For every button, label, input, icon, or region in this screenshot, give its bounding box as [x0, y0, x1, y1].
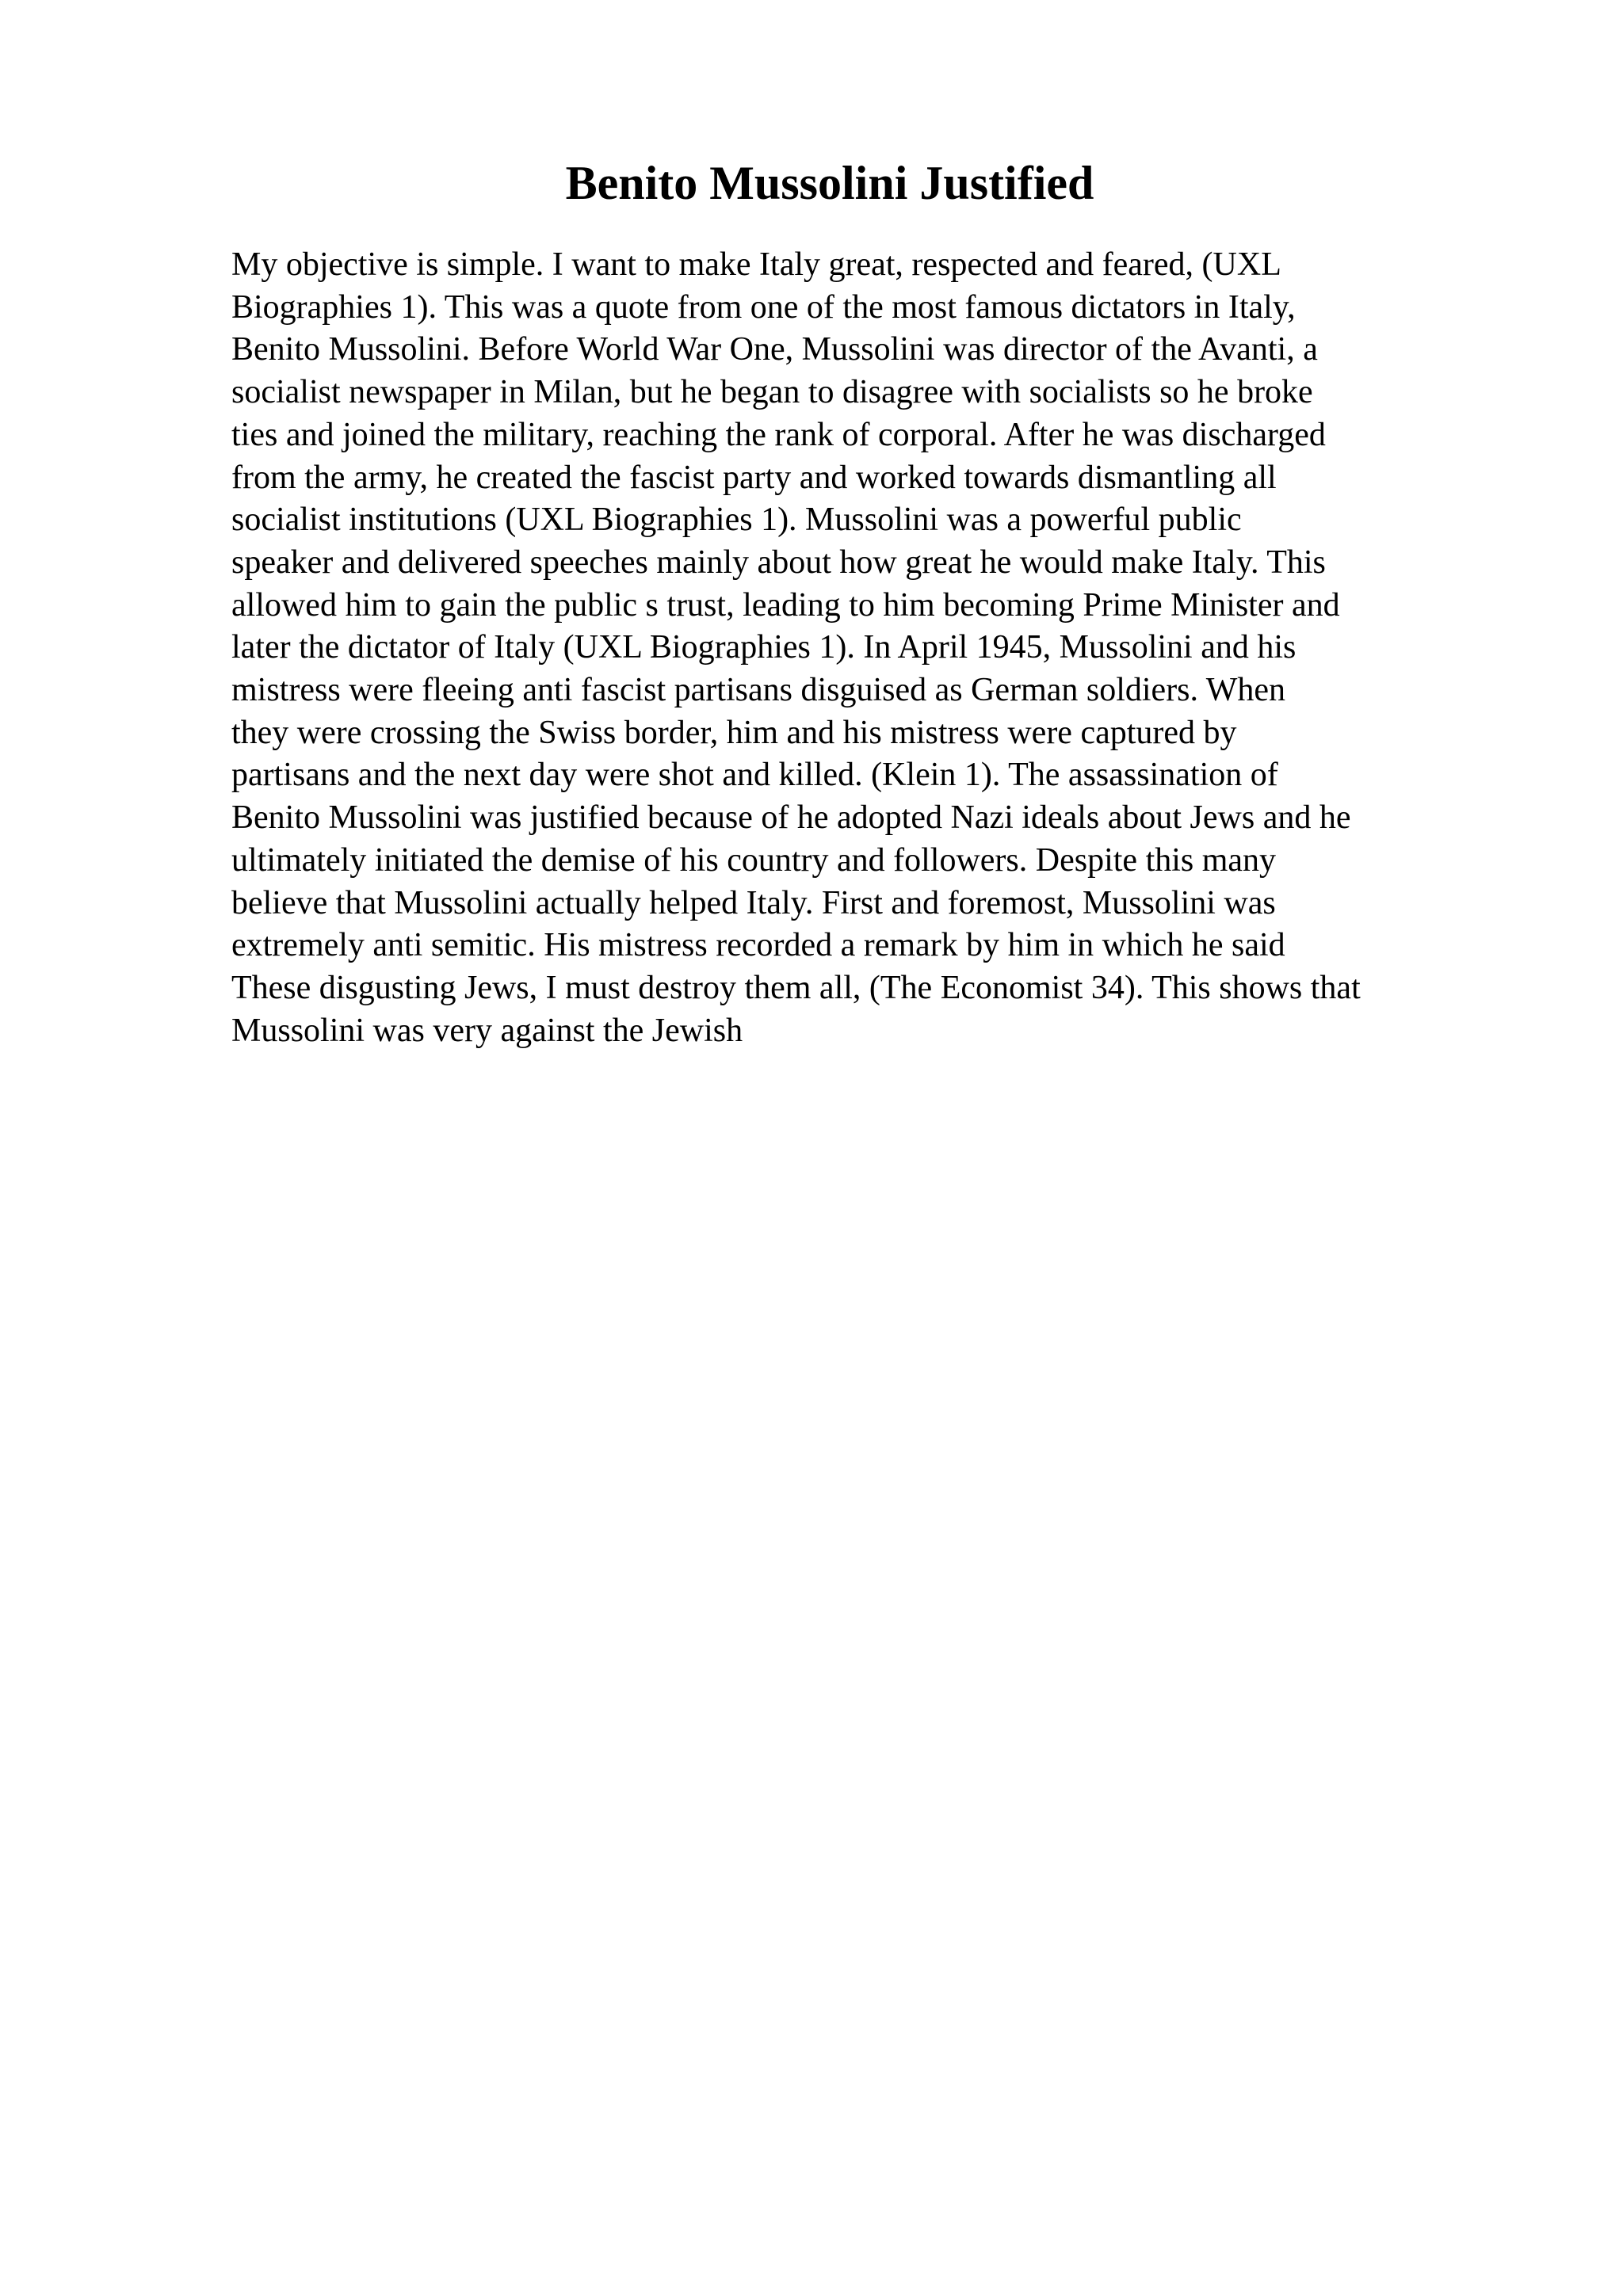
body-paragraph: [231, 244, 1499, 1052]
paragraph-line: from the army, he created the fascist party and worked towards dismantling all: [231, 459, 1277, 496]
paragraph-line: Benito Mussolini was justified because of he adopted Nazi ideals about Jews and he: [231, 799, 1351, 837]
paragraph-line: extremely anti semitic. His mistress recorded a remark by him in which he said: [231, 927, 1285, 964]
page-title: Benito Mussolini Justified: [565, 157, 1094, 209]
paragraph-line: ties and joined the military, reaching the rank of corporal. After he was discharged: [231, 416, 1326, 453]
paragraph-line: Mussolini was very against the Jewish: [231, 1012, 743, 1049]
paragraph-line: they were crossing the Swiss border, him and his mistress were captured by: [231, 714, 1237, 751]
paragraph-line: allowed him to gain the public s trust, leading to him becoming Prime Minister and: [231, 586, 1340, 624]
paragraph-line: later the dictator of Italy (UXL Biographies 1). In April 1945, Mussolini and his: [231, 629, 1296, 666]
paragraph-line: believe that Mussolini actually helped Italy. First and foremost, Mussolini was: [231, 884, 1276, 921]
paragraph-line: Biographies 1). This was a quote from one of the most famous dictators in Italy,: [231, 288, 1296, 326]
paragraph-line: My objective is simple. I want to make Italy great, respected and feared, (UXL: [231, 246, 1281, 283]
paragraph-line: socialist institutions (UXL Biographies 1). Mussolini was a powerful public: [231, 502, 1242, 539]
paragraph-line: socialist newspaper in Milan, but he began to disagree with socialists so he broke: [231, 374, 1313, 411]
paragraph-line: These disgusting Jews, I must destroy them all, (The Economist 34). This shows that: [231, 969, 1361, 1006]
paragraph-line: speaker and delivered speeches mainly about how great he would make Italy. This: [231, 543, 1326, 581]
paragraph-line: Benito Mussolini. Before World War One, Mussolini was director of the Avanti, a: [231, 331, 1318, 368]
paragraph-line: partisans and the next day were shot and killed. (Klein 1). The assassination of: [231, 757, 1278, 794]
paragraph-line: ultimately initiated the demise of his country and followers. Despite this many: [231, 841, 1277, 879]
paragraph-line: mistress were fleeing anti fascist partisans disguised as German soldiers. When: [231, 672, 1286, 709]
